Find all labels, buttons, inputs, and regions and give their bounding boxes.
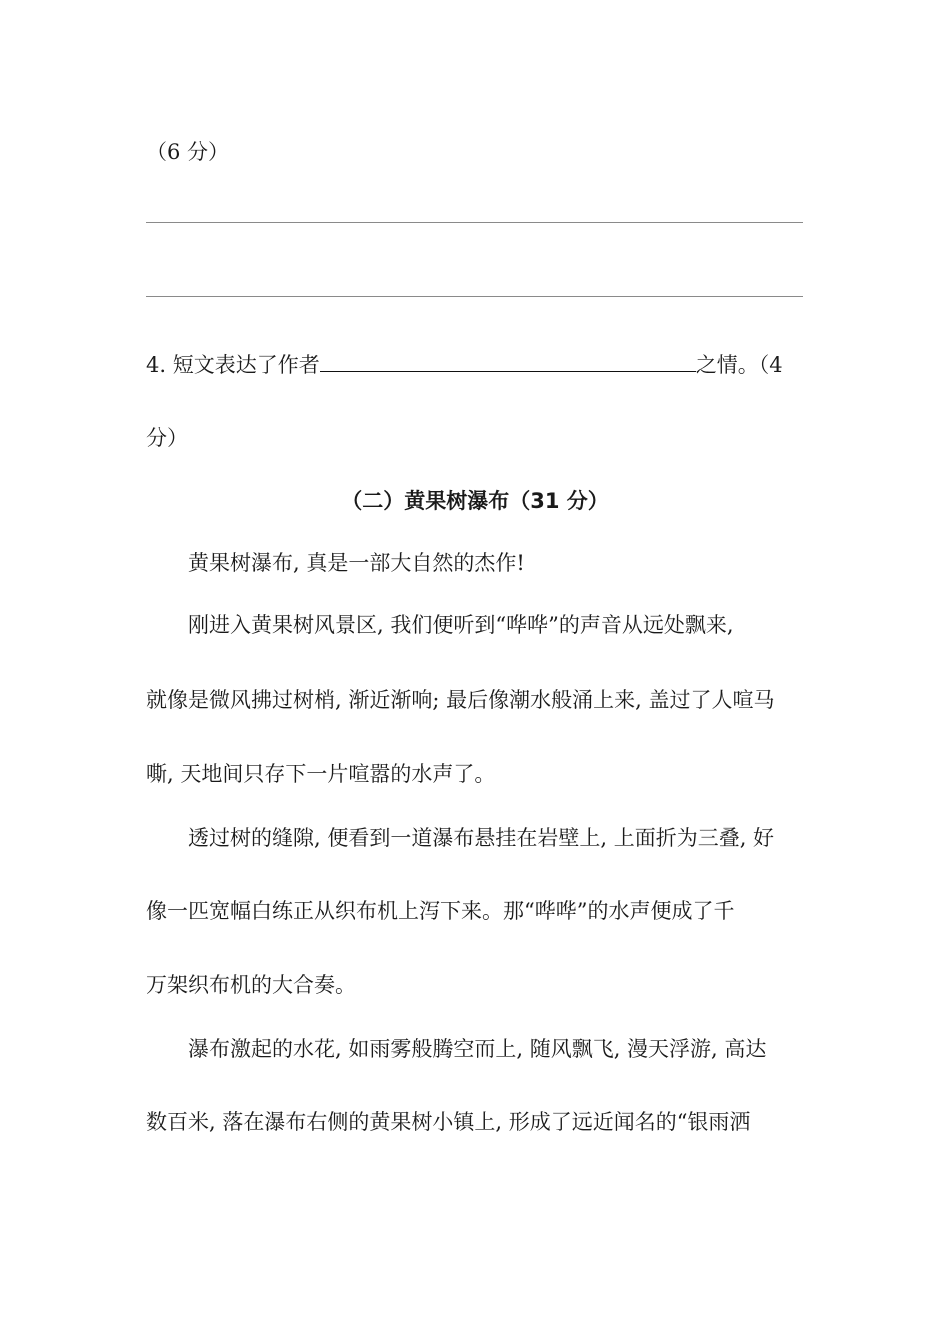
paragraph-2-line-1: 刚进入黄果树风景区, 我们便听到“哗哗”的声音从远处飘来, (188, 613, 734, 637)
paragraph-4-line-2: 数百米, 落在瀑布右侧的黄果树小镇上, 形成了远近闻名的“银雨洒 (146, 1110, 751, 1134)
paragraph-3-line-2: 像一匹宽幅白练正从织布机上泻下来。那“哗哗”的水声便成了千 (146, 899, 735, 923)
paragraph-3-line-3: 万架织布机的大合奏。 (146, 973, 356, 997)
question-4-prefix: 4. 短文表达了作者 (146, 353, 320, 377)
section-2-title: （二）黄果树瀑布（31 分） (341, 489, 609, 513)
paragraph-2-line-2: 就像是微风拂过树梢, 渐近渐响; 最后像潮水般涌上来, 盖过了人喧马 (146, 688, 775, 712)
question-4-tail: 分） (146, 426, 188, 450)
paragraph-2-line-3: 嘶, 天地间只存下一片喧嚣的水声了。 (146, 762, 496, 786)
question-3-score: （6 分） (146, 140, 230, 164)
question-4-suffix: 之情。（4 (695, 353, 783, 377)
paragraph-4-line-1: 瀑布激起的水花, 如雨雾般腾空而上, 随风飘飞, 漫天浮游, 高达 (188, 1037, 767, 1061)
paragraph-1: 黄果树瀑布, 真是一部大自然的杰作! (188, 551, 525, 575)
question-4-blank[interactable] (320, 349, 696, 372)
paragraph-3-line-1: 透过树的缝隙, 便看到一道瀑布悬挂在岩壁上, 上面折为三叠, 好 (188, 826, 775, 850)
answer-line-2[interactable] (146, 296, 803, 297)
answer-line-1[interactable] (146, 222, 803, 223)
question-4 (146, 349, 806, 380)
